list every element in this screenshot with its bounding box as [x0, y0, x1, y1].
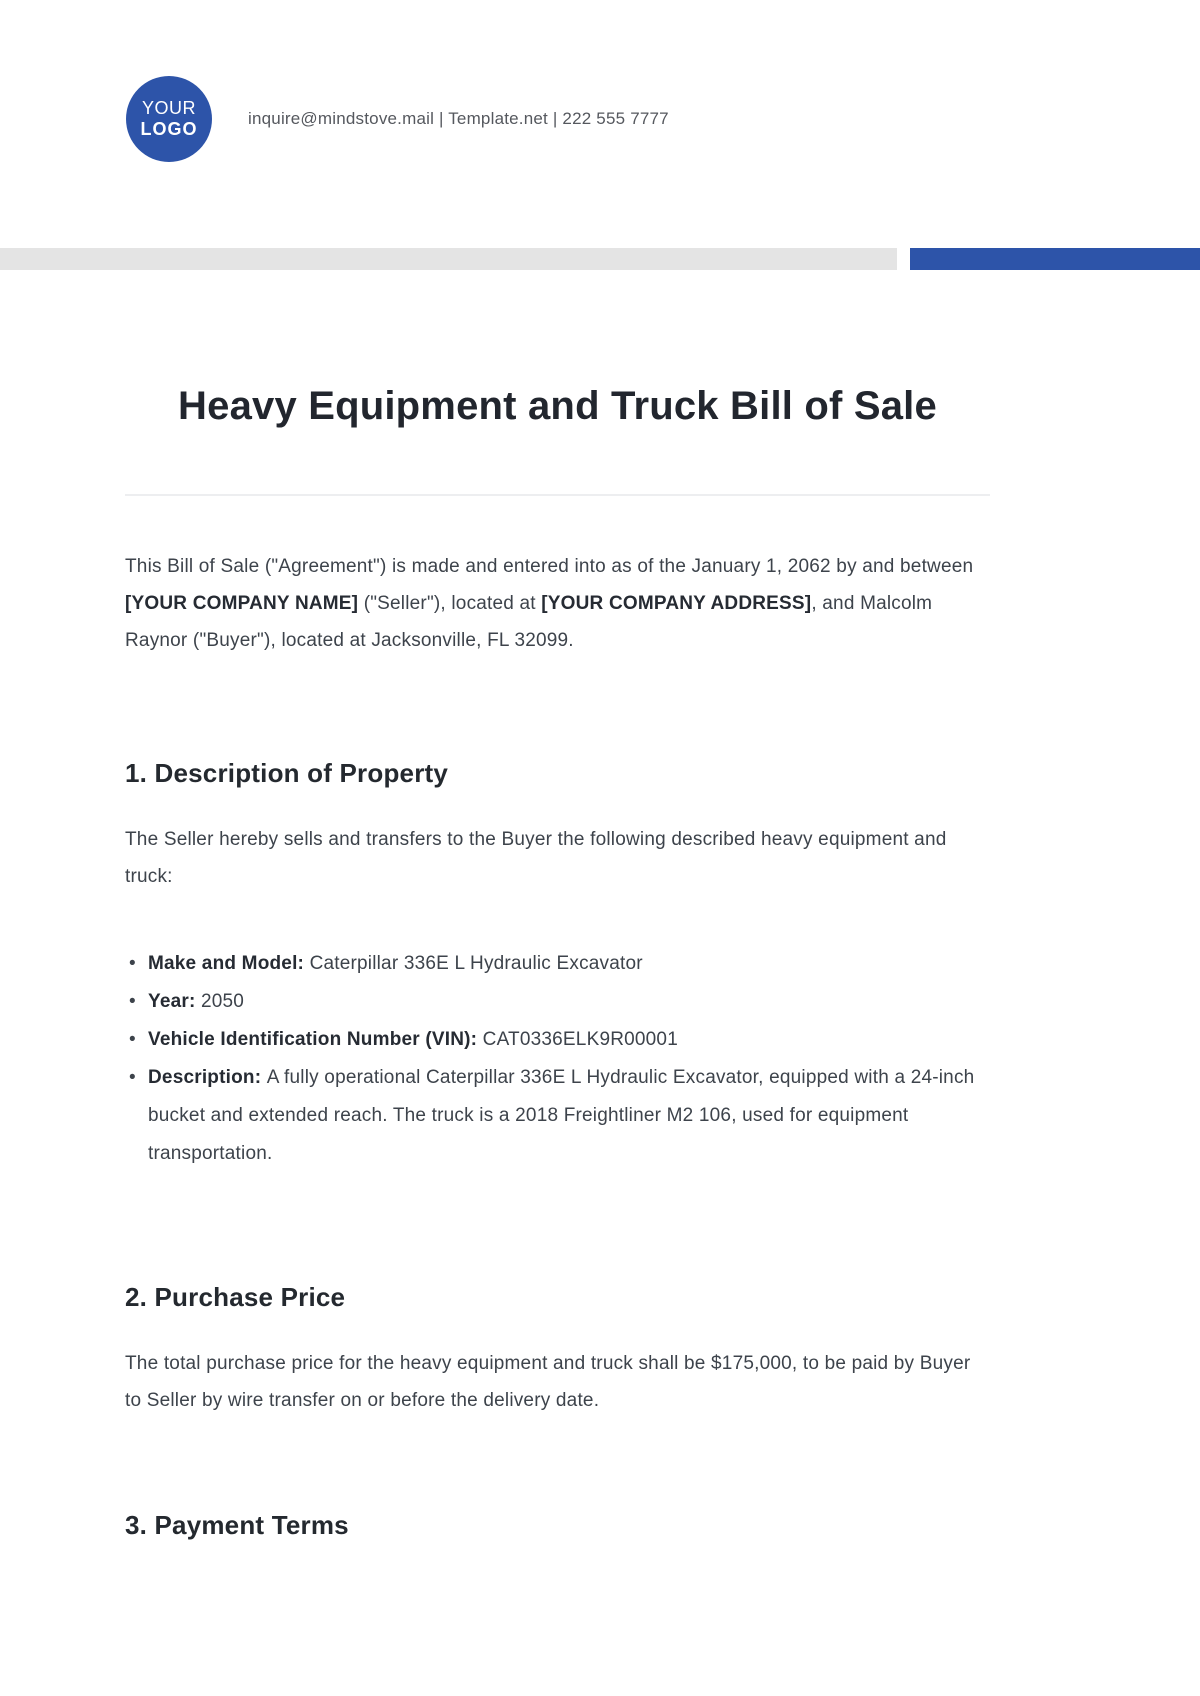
- list-item-label: Make and Model:: [148, 953, 310, 974]
- list-item-year: [125, 983, 990, 1021]
- intro-segment: ("Seller"), located at: [358, 593, 542, 614]
- title-divider: [125, 494, 990, 496]
- section-heading-payment-terms: 3. Payment Terms: [125, 1510, 349, 1540]
- property-details-list: [125, 945, 990, 1173]
- list-item-make-and-model: [125, 945, 990, 983]
- page-title: Heavy Equipment and Truck Bill of Sale: [178, 384, 937, 428]
- intro-paragraph: [125, 548, 990, 659]
- decorative-bar-gap: [897, 248, 910, 270]
- list-item-value: 2050: [200, 991, 245, 1012]
- contact-info: inquire@mindstove.mail | Template.net | 222 555 7777: [248, 109, 669, 128]
- logo-text-your: YOUR: [141, 97, 196, 118]
- list-item-description: [125, 1059, 990, 1173]
- decorative-bar-blue: [910, 248, 1200, 270]
- document-body: [125, 382, 990, 1543]
- company-address-placeholder: [YOUR COMPANY ADDRESS]: [541, 593, 812, 614]
- section-1-body: The Seller hereby sells and transfers to the Buyer the following described heavy equipment and truck:: [125, 829, 947, 887]
- list-item-value: CAT0336ELK9R00001: [482, 1029, 678, 1050]
- list-item-value: Caterpillar 336E L Hydraulic Excavator: [309, 953, 643, 974]
- intro-segment: This Bill of Sale ("Agreement") is made and entered into as of the January 1, 2062 by and between: [125, 556, 974, 577]
- decorative-bar-gray: [0, 248, 897, 270]
- decorative-bar: [0, 248, 1200, 270]
- list-item-label: Description:: [148, 1067, 267, 1088]
- list-item-value: A fully operational Caterpillar 336E L Hydraulic Excavator, equipped with a 24-inch bucket and extended reach. The truck is a 2018 Freightliner M2 106, used for equipment transportation.: [148, 1067, 975, 1164]
- company-name-placeholder: [YOUR COMPANY NAME]: [125, 593, 359, 614]
- section-heading-purchase-price: 2. Purchase Price: [125, 1282, 346, 1312]
- intro-segment: , and Malcolm Raynor ("Buyer"), located at Jacksonville, FL 32099.: [125, 593, 933, 651]
- list-item-label: Vehicle Identification Number (VIN):: [148, 1029, 483, 1050]
- letterhead: [0, 0, 1200, 162]
- section-heading-description-of-property: 1. Description of Property: [125, 758, 449, 788]
- list-item-vin: [125, 1021, 990, 1059]
- section-2-body: The total purchase price for the heavy equipment and truck shall be $175,000, to be paid by Buyer to Seller by wire transfer on or before the delivery date.: [125, 1353, 971, 1411]
- logo-text-logo: LOGO: [140, 119, 198, 139]
- list-item-label: Year:: [148, 991, 201, 1012]
- company-logo: [126, 76, 212, 162]
